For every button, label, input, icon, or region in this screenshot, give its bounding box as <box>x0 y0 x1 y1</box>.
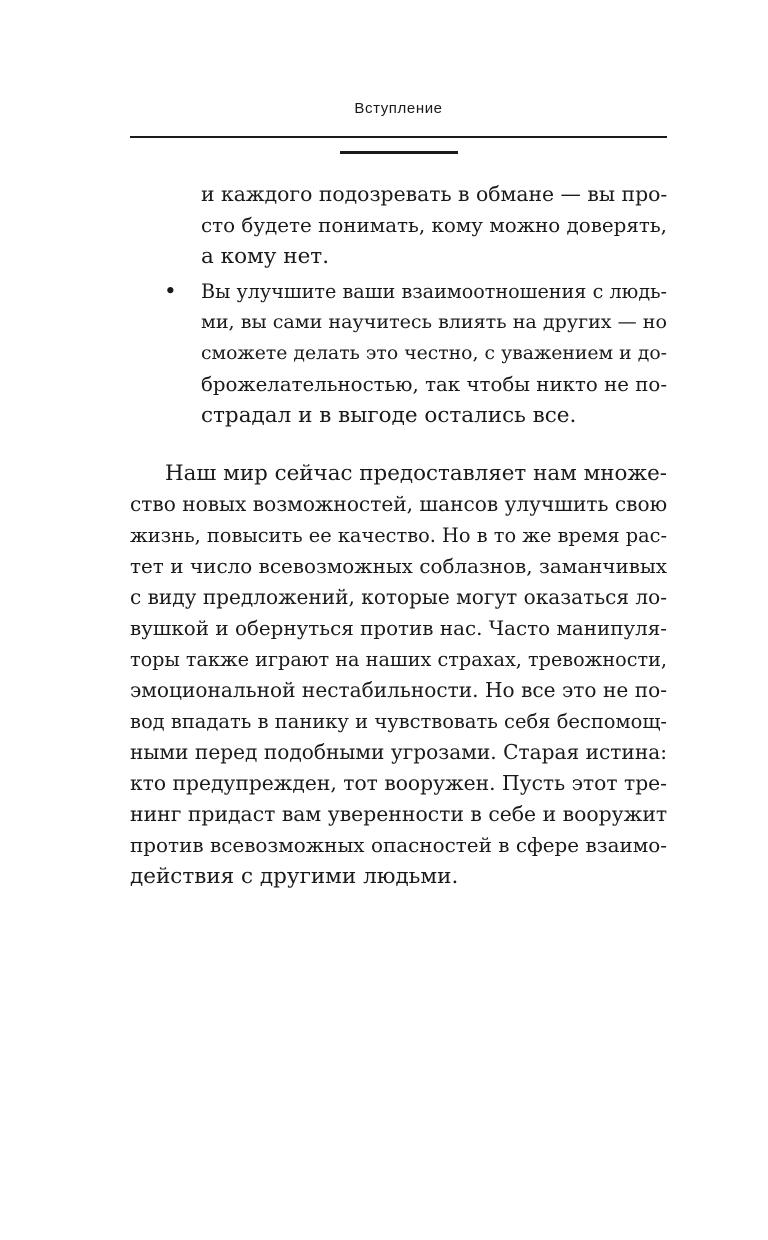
paragraph-line: тет и число всевозможных соблазнов, заманчивых <box>130 555 667 578</box>
header-rule-short <box>340 151 458 154</box>
paragraph-line: торы также играют на наших страхах, тревожности, <box>130 648 667 671</box>
list-continuation-line: а кому нет. <box>201 244 330 269</box>
paragraph-line: вод впадать в панику и чувствовать себя беспомощ- <box>130 710 667 733</box>
list-continuation-line: сто будете понимать, кому можно доверять, <box>201 214 667 237</box>
bullet-marker: • <box>164 279 177 304</box>
paragraph-line: действия с другими людьми. <box>130 864 459 889</box>
list-item-line: сможете делать это честно, с уважением и до- <box>201 343 667 364</box>
paragraph-line: эмоциональной нестабильности. Но все это не по- <box>130 678 667 702</box>
list-item-line: страдал и в выгоде остались все. <box>201 403 577 428</box>
paragraph-line: кто предупрежден, тот вооружен. Пусть этот тре- <box>130 771 667 795</box>
paragraph-line: ство новых возможностей, шансов улучшить свою <box>130 492 668 516</box>
paragraph-line: Наш мир сейчас предоставляет нам множе- <box>165 461 667 486</box>
paragraph-line: вушкой и обернуться против нас. Часто манипуля- <box>130 617 667 640</box>
list-continuation-line: и каждого подозревать в обмане — вы про- <box>201 182 668 206</box>
list-item-line: ми, вы сами научитесь влиять на других — но <box>201 311 667 333</box>
paragraph-line: жизнь, повысить ее качество. Но в то же время рас- <box>130 524 667 547</box>
paragraph-line: ными перед подобными угрозами. Старая истина: <box>130 740 667 764</box>
paragraph-line: против всевозможных опасностей в сфере взаимо- <box>130 833 667 857</box>
paragraph-line: с виду предложений, которые могут оказаться ло- <box>130 585 667 609</box>
list-item-line: брожелательностью, так чтобы никто не по- <box>201 373 667 396</box>
running-head: Вступление <box>354 100 443 117</box>
paragraph-line: нинг придаст вам уверенности в себе и вооружит <box>130 802 668 826</box>
header-rule <box>130 136 667 138</box>
list-item-line: Вы улучшите ваши взаимоотношения с людь- <box>201 280 667 303</box>
